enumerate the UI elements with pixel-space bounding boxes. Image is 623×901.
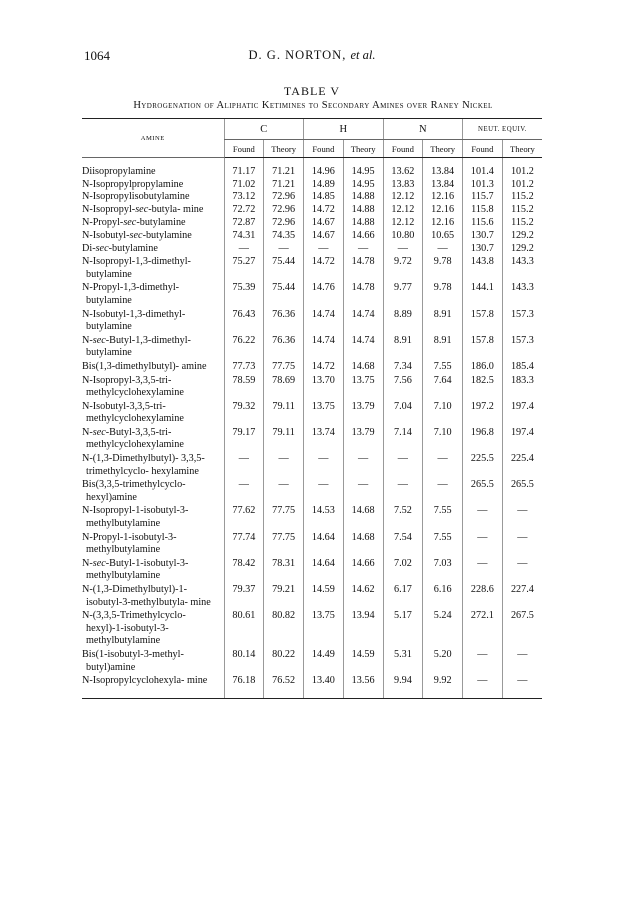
- value-cell: 101.2: [502, 158, 542, 179]
- value-cell: —: [383, 452, 423, 478]
- value-cell: 76.43: [224, 308, 264, 334]
- table-row: [82, 179, 542, 192]
- value-cell: 7.14: [383, 426, 423, 452]
- amine-name: N-Isopropylpropylamine: [82, 178, 184, 190]
- value-cell: 10.80: [383, 230, 423, 243]
- value-cell: 6.16: [423, 583, 463, 609]
- table-row: [82, 230, 542, 243]
- value-cell: 14.88: [343, 216, 383, 230]
- value-cell: —: [343, 478, 383, 504]
- value-cell: 71.02: [224, 179, 264, 192]
- value-cell: 9.77: [383, 281, 423, 307]
- value-cell: 228.6: [463, 583, 503, 609]
- table-row: [82, 255, 542, 281]
- amine-name: N-Isopropyl-1,3-dimethyl- butylamine: [82, 256, 191, 280]
- value-cell: 78.42: [224, 557, 264, 583]
- value-cell: 71.17: [224, 158, 264, 179]
- value-cell: —: [502, 557, 542, 583]
- value-cell: 129.2: [502, 243, 542, 256]
- table-row: [82, 504, 542, 530]
- table-row: [82, 360, 542, 374]
- value-cell: —: [383, 478, 423, 504]
- value-cell: 13.62: [383, 158, 423, 179]
- value-cell: —: [224, 478, 264, 504]
- value-cell: 76.22: [224, 334, 264, 360]
- value-cell: 77.62: [224, 504, 264, 530]
- value-cell: —: [304, 452, 344, 478]
- value-cell: 7.64: [423, 374, 463, 400]
- value-cell: 79.21: [264, 583, 304, 609]
- table-row: [82, 158, 542, 179]
- value-cell: 143.3: [502, 281, 542, 307]
- value-cell: 14.68: [343, 360, 383, 374]
- value-cell: 13.84: [423, 179, 463, 192]
- value-cell: 225.5: [463, 452, 503, 478]
- group-header-neut-equiv: NEUT. EQUIV.: [463, 119, 543, 140]
- value-cell: 101.2: [502, 179, 542, 192]
- value-cell: 115.2: [502, 216, 542, 230]
- value-cell: 13.74: [304, 426, 344, 452]
- value-cell: 8.91: [383, 334, 423, 360]
- amine-name: Di-sec-butylamine: [82, 242, 158, 254]
- value-cell: 14.68: [343, 504, 383, 530]
- value-cell: 13.94: [343, 609, 383, 648]
- value-cell: 14.74: [304, 334, 344, 360]
- value-cell: —: [304, 243, 344, 256]
- value-cell: 12.12: [383, 216, 423, 230]
- table-row: [82, 478, 542, 504]
- amine-name: N-(1,3-Dimethylbutyl)- 3,3,5-trimethylcyclo- hexylamine: [82, 453, 205, 477]
- value-cell: 13.79: [343, 400, 383, 426]
- value-cell: 14.89: [304, 179, 344, 192]
- value-cell: 7.10: [423, 426, 463, 452]
- value-cell: 14.96: [304, 158, 344, 179]
- value-cell: 143.3: [502, 255, 542, 281]
- value-cell: —: [264, 478, 304, 504]
- value-cell: 115.6: [463, 216, 503, 230]
- value-cell: 8.91: [423, 334, 463, 360]
- value-cell: 7.10: [423, 400, 463, 426]
- amine-name: N-sec-Butyl-1,3-dimethyl- butylamine: [82, 334, 191, 359]
- value-cell: —: [463, 648, 503, 674]
- value-cell: 14.59: [304, 583, 344, 609]
- value-cell: 78.69: [264, 374, 304, 400]
- value-cell: 182.5: [463, 374, 503, 400]
- page-number: 1064: [84, 48, 110, 63]
- value-cell: 76.36: [264, 334, 304, 360]
- value-cell: 72.96: [264, 191, 304, 204]
- value-cell: 14.74: [304, 308, 344, 334]
- value-cell: 7.02: [383, 557, 423, 583]
- table-label: TABLE V: [283, 84, 341, 98]
- value-cell: 75.27: [224, 255, 264, 281]
- value-cell: 9.92: [423, 674, 463, 698]
- amine-name: Bis(1,3-dimethylbutyl)- amine: [82, 360, 207, 372]
- value-cell: 12.16: [423, 216, 463, 230]
- value-cell: 9.78: [423, 255, 463, 281]
- value-cell: 265.5: [463, 478, 503, 504]
- amine-name: N-Propyl-sec-butylamine: [82, 217, 186, 229]
- value-cell: —: [343, 243, 383, 256]
- amine-name: N-Isopropyl-3,3,5-tri- methylcyclohexylamine: [82, 374, 184, 399]
- value-cell: 6.17: [383, 583, 423, 609]
- value-cell: 101.3: [463, 179, 503, 192]
- table-row: [82, 452, 542, 478]
- value-cell: 71.21: [264, 158, 304, 179]
- value-cell: 9.78: [423, 281, 463, 307]
- value-cell: 80.14: [224, 648, 264, 674]
- value-cell: 144.1: [463, 281, 503, 307]
- value-cell: 12.12: [383, 204, 423, 217]
- value-cell: 79.32: [224, 400, 264, 426]
- value-cell: 14.88: [343, 191, 383, 204]
- value-cell: 265.5: [502, 478, 542, 504]
- table-row: [82, 426, 542, 452]
- value-cell: 183.3: [502, 374, 542, 400]
- value-cell: 7.55: [423, 531, 463, 557]
- table-row: [82, 400, 542, 426]
- value-cell: 13.75: [343, 374, 383, 400]
- table-row: [82, 243, 542, 256]
- subheader-theory: Theory: [423, 140, 463, 158]
- value-cell: 115.8: [463, 204, 503, 217]
- value-cell: 76.18: [224, 674, 264, 698]
- value-cell: 197.4: [502, 400, 542, 426]
- value-cell: 267.5: [502, 609, 542, 648]
- value-cell: 77.73: [224, 360, 264, 374]
- amine-name: N-(1,3-Dimethylbutyl)-1- isobutyl-3-methylbutyla- mine: [82, 584, 211, 608]
- value-cell: 13.40: [304, 674, 344, 698]
- value-cell: 7.03: [423, 557, 463, 583]
- value-cell: 13.83: [383, 179, 423, 192]
- value-cell: 14.67: [304, 230, 344, 243]
- subheader-theory: Theory: [264, 140, 304, 158]
- subheader-found: Found: [304, 140, 344, 158]
- table-row: [82, 648, 542, 674]
- value-cell: —: [264, 243, 304, 256]
- value-cell: 5.20: [423, 648, 463, 674]
- value-cell: 14.72: [304, 255, 344, 281]
- value-cell: 14.85: [304, 191, 344, 204]
- value-cell: 196.8: [463, 426, 503, 452]
- running-title: [84, 48, 540, 63]
- value-cell: 8.91: [423, 308, 463, 334]
- amine-name: Bis(1-isobutyl-3-methyl- butyl)amine: [82, 648, 184, 673]
- value-cell: 5.24: [423, 609, 463, 648]
- amine-name: N-Isopropylcyclohexyla- mine: [82, 674, 224, 698]
- value-cell: 14.72: [304, 204, 344, 217]
- value-cell: 76.52: [264, 674, 304, 698]
- value-cell: 272.1: [463, 609, 503, 648]
- value-cell: 115.2: [502, 204, 542, 217]
- value-cell: 5.17: [383, 609, 423, 648]
- page-header: [84, 48, 540, 66]
- value-cell: 157.8: [463, 334, 503, 360]
- value-cell: 72.87: [224, 216, 264, 230]
- amine-name: N-(3,3,5-Trimethylcyclo- hexyl)-1-isobutyl-3- methylbutylamine: [82, 610, 186, 647]
- amine-column-header: AMINE: [82, 119, 224, 158]
- value-cell: 71.21: [264, 179, 304, 192]
- subheader-found: Found: [463, 140, 503, 158]
- value-cell: 78.31: [264, 557, 304, 583]
- table-body: [82, 158, 542, 699]
- table-row: [82, 609, 542, 648]
- value-cell: 157.3: [502, 308, 542, 334]
- value-cell: —: [502, 648, 542, 674]
- table-row: [82, 281, 542, 307]
- value-cell: 13.75: [304, 609, 344, 648]
- table-caption: Hydrogenation of Aliphatic Ketimines to Secondary Amines over Raney Nickel: [133, 100, 493, 111]
- value-cell: 14.53: [304, 504, 344, 530]
- table-row: [82, 191, 542, 204]
- value-cell: 14.88: [343, 204, 383, 217]
- value-cell: 227.4: [502, 583, 542, 609]
- value-cell: 12.12: [383, 191, 423, 204]
- value-cell: 13.75: [304, 400, 344, 426]
- value-cell: 186.0: [463, 360, 503, 374]
- value-cell: 12.16: [423, 204, 463, 217]
- value-cell: —: [463, 531, 503, 557]
- value-cell: 7.55: [423, 360, 463, 374]
- value-cell: 14.95: [343, 158, 383, 179]
- value-cell: 7.34: [383, 360, 423, 374]
- table-row: [82, 204, 542, 217]
- group-header-hydrogen: H: [304, 119, 384, 140]
- value-cell: 7.56: [383, 374, 423, 400]
- value-cell: 14.67: [304, 216, 344, 230]
- value-cell: 77.74: [224, 531, 264, 557]
- amine-name: N-Propyl-1-isobutyl-3- methylbutylamine: [82, 531, 177, 556]
- value-cell: 7.55: [423, 504, 463, 530]
- value-cell: 14.64: [304, 531, 344, 557]
- value-cell: —: [224, 452, 264, 478]
- subheader-found: Found: [383, 140, 423, 158]
- subheader-theory: Theory: [502, 140, 542, 158]
- value-cell: —: [502, 531, 542, 557]
- value-cell: 157.8: [463, 308, 503, 334]
- table-row: [82, 374, 542, 400]
- value-cell: —: [383, 243, 423, 256]
- value-cell: —: [463, 674, 503, 698]
- value-cell: 80.22: [264, 648, 304, 674]
- analysis-table: [82, 118, 542, 699]
- group-header-nitrogen: N: [383, 119, 463, 140]
- value-cell: 14.66: [343, 557, 383, 583]
- group-header-carbon: C: [224, 119, 304, 140]
- value-cell: 130.7: [463, 230, 503, 243]
- value-cell: 73.12: [224, 191, 264, 204]
- amine-name: N-Isobutyl-1,3-dimethyl- butylamine: [82, 308, 186, 333]
- value-cell: 14.76: [304, 281, 344, 307]
- value-cell: 14.78: [343, 255, 383, 281]
- table-row: [82, 308, 542, 334]
- value-cell: 14.66: [343, 230, 383, 243]
- amine-name: N-Propyl-1,3-dimethyl- butylamine: [82, 282, 180, 306]
- running-title-authors: D. G. NORTON,: [248, 48, 347, 62]
- running-title-suffix: et al.: [350, 48, 376, 62]
- value-cell: 14.59: [343, 648, 383, 674]
- subheader-theory: Theory: [343, 140, 383, 158]
- amine-name: N-Isopropylisobutylamine: [82, 191, 190, 203]
- value-cell: —: [264, 452, 304, 478]
- value-cell: 13.79: [343, 426, 383, 452]
- value-cell: 185.4: [502, 360, 542, 374]
- amine-name: Diisopropylamine: [82, 166, 156, 177]
- value-cell: 77.75: [264, 360, 304, 374]
- amine-name: N-sec-Butyl-3,3,5-tri- methylcyclohexylamine: [82, 426, 184, 451]
- amine-name: N-sec-Butyl-1-isobutyl-3- methylbutylamine: [82, 557, 189, 582]
- value-cell: 101.4: [463, 158, 503, 179]
- value-cell: 72.96: [264, 216, 304, 230]
- value-cell: 77.75: [264, 531, 304, 557]
- value-cell: 12.16: [423, 191, 463, 204]
- value-cell: —: [502, 504, 542, 530]
- value-cell: 7.52: [383, 504, 423, 530]
- value-cell: 75.44: [264, 281, 304, 307]
- value-cell: 79.17: [224, 426, 264, 452]
- value-cell: 14.78: [343, 281, 383, 307]
- value-cell: 197.2: [463, 400, 503, 426]
- value-cell: 76.36: [264, 308, 304, 334]
- value-cell: 115.2: [502, 191, 542, 204]
- value-cell: 77.75: [264, 504, 304, 530]
- value-cell: 14.74: [343, 308, 383, 334]
- value-cell: 14.95: [343, 179, 383, 192]
- table-row: [82, 334, 542, 360]
- value-cell: 115.7: [463, 191, 503, 204]
- value-cell: 129.2: [502, 230, 542, 243]
- value-cell: 8.89: [383, 308, 423, 334]
- value-cell: 7.04: [383, 400, 423, 426]
- value-cell: —: [343, 452, 383, 478]
- value-cell: —: [463, 557, 503, 583]
- subheader-found: Found: [224, 140, 264, 158]
- value-cell: 5.31: [383, 648, 423, 674]
- table-row: [82, 674, 542, 698]
- value-cell: 14.62: [343, 583, 383, 609]
- value-cell: —: [224, 243, 264, 256]
- amine-name: N-Isopropyl-sec-butyla- mine: [82, 203, 204, 215]
- amine-name: N-Isobutyl-sec-butylamine: [82, 229, 192, 241]
- value-cell: 79.37: [224, 583, 264, 609]
- value-cell: 80.82: [264, 609, 304, 648]
- value-cell: 157.3: [502, 334, 542, 360]
- value-cell: 9.94: [383, 674, 423, 698]
- value-cell: —: [463, 504, 503, 530]
- value-cell: 79.11: [264, 400, 304, 426]
- value-cell: —: [423, 452, 463, 478]
- value-cell: 79.11: [264, 426, 304, 452]
- value-cell: 13.70: [304, 374, 344, 400]
- value-cell: 80.61: [224, 609, 264, 648]
- value-cell: —: [423, 478, 463, 504]
- amine-name: N-Isobutyl-3,3,5-tri- methylcyclohexylamine: [82, 400, 184, 425]
- value-cell: 197.4: [502, 426, 542, 452]
- value-cell: 14.64: [304, 557, 344, 583]
- table-row: [82, 531, 542, 557]
- value-cell: 14.68: [343, 531, 383, 557]
- amine-name: N-Isopropyl-1-isobutyl-3- methylbutylamine: [82, 505, 189, 530]
- table-row: [82, 583, 542, 609]
- value-cell: 14.72: [304, 360, 344, 374]
- value-cell: 130.7: [463, 243, 503, 256]
- value-cell: 225.4: [502, 452, 542, 478]
- value-cell: 78.59: [224, 374, 264, 400]
- value-cell: —: [423, 243, 463, 256]
- value-cell: 13.56: [343, 674, 383, 698]
- value-cell: 10.65: [423, 230, 463, 243]
- table-row: [82, 557, 542, 583]
- value-cell: 72.96: [264, 204, 304, 217]
- value-cell: 14.74: [343, 334, 383, 360]
- value-cell: 13.84: [423, 158, 463, 179]
- value-cell: —: [502, 674, 542, 698]
- value-cell: 14.49: [304, 648, 344, 674]
- value-cell: 75.39: [224, 281, 264, 307]
- value-cell: 75.44: [264, 255, 304, 281]
- value-cell: 74.31: [224, 230, 264, 243]
- amine-name: Bis(3,3,5-trimethylcyclo- hexyl)amine: [82, 479, 186, 503]
- value-cell: 72.72: [224, 204, 264, 217]
- value-cell: 74.35: [264, 230, 304, 243]
- value-cell: 7.54: [383, 531, 423, 557]
- value-cell: 143.8: [463, 255, 503, 281]
- value-cell: 9.72: [383, 255, 423, 281]
- value-cell: —: [304, 478, 344, 504]
- table-row: [82, 216, 542, 230]
